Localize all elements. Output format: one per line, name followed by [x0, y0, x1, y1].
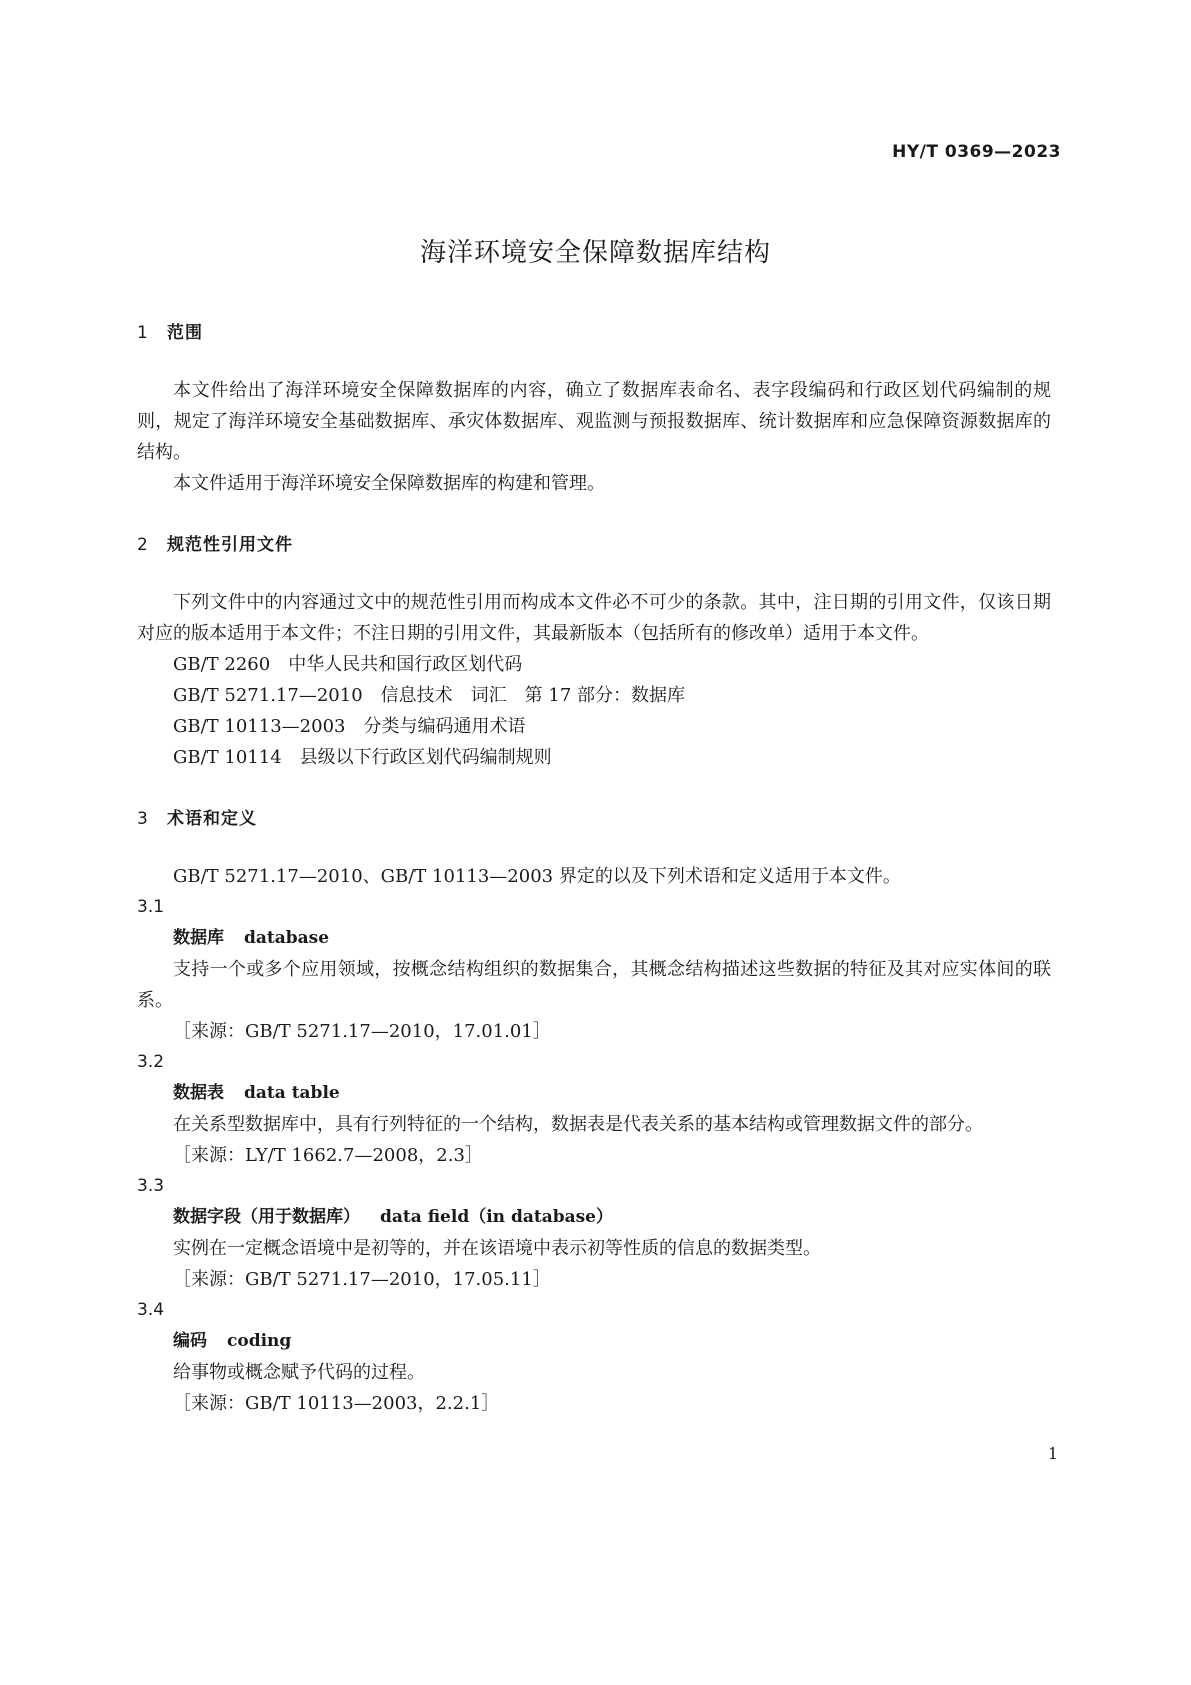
section-number: 3 [137, 809, 149, 829]
reference-item: GB/T 10113—2003 分类与编码通用术语 [173, 716, 526, 737]
section-number: 2 [137, 535, 149, 555]
term-name-en: database [244, 928, 330, 948]
term-source: ［来源：GB/T 5271.17—2010，17.05.11］ [173, 1269, 551, 1290]
section-title: 规范性引用文件 [167, 535, 293, 555]
term-name [137, 1326, 1051, 1357]
section-number: 1 [137, 323, 149, 343]
section-heading-terms [137, 804, 1051, 835]
reference-item: GB/T 10114 县级以下行政区划代码编制规则 [173, 747, 552, 768]
term-definition: 在关系型数据库中，具有行列特征的一个结构，数据表是代表关系的基本结构或管理数据文件的部分。 [173, 1114, 983, 1135]
term-definition: 给事物或概念赋予代码的过程。 [173, 1362, 425, 1383]
term-name-en: data table [244, 1083, 340, 1103]
paragraph: 下列文件中的内容通过文中的规范性引用而构成本文件必不可少的条款。其中，注日期的引用文件，仅该日期对应的版本适用于本文件；不注日期的引用文件，其最新版本（包括所有的修改单）适用于本文件。 [137, 592, 1051, 644]
paragraph: GB/T 5271.17—2010、GB/T 10113—2003 界定的以及下列术语和定义适用于本文件。 [173, 866, 901, 887]
term-name-en: data field（in database） [380, 1207, 614, 1227]
term-source: ［来源：LY/T 1662.7—2008，2.3］ [173, 1145, 483, 1166]
term-name [137, 1202, 1051, 1233]
section-title: 术语和定义 [167, 809, 257, 829]
term-name-en: coding [227, 1331, 292, 1351]
term-number: 3.3 [137, 1176, 165, 1196]
term-name-zh: 编码 [173, 1331, 207, 1351]
term-name-zh: 数据库 [173, 928, 224, 948]
term-number: 3.4 [137, 1300, 165, 1320]
section-heading-normative-references [137, 530, 1051, 561]
standard-code: HY/T 0369—2023 [892, 142, 1061, 162]
term-name-zh: 数据字段（用于数据库） [173, 1207, 360, 1227]
term-number: 3.1 [137, 897, 165, 917]
page-number: 1 [1047, 1444, 1058, 1463]
section-heading-scope [137, 318, 1051, 349]
paragraph: 本文件给出了海洋环境安全保障数据库的内容，确立了数据库表命名、表字段编码和行政区划代码编制的规则，规定了海洋环境安全基础数据库、承灾体数据库、观监测与预报数据库、统计数据库和应急保障资源数据库的结构。 [137, 380, 1051, 463]
document-body [137, 318, 1051, 1419]
term-source: ［来源：GB/T 5271.17—2010，17.01.01］ [173, 1021, 551, 1042]
term-number: 3.2 [137, 1052, 165, 1072]
term-definition: 支持一个或多个应用领域，按概念结构组织的数据集合，其概念结构描述这些数据的特征及其对应实体间的联系。 [137, 959, 1051, 1011]
term-source: ［来源：GB/T 10113—2003，2.2.1］ [173, 1393, 500, 1414]
section-title: 范围 [167, 323, 203, 343]
term-name [137, 1078, 1051, 1109]
term-name-zh: 数据表 [173, 1083, 224, 1103]
document-title: 海洋环境安全保障数据库结构 [419, 238, 771, 268]
term-definition: 实例在一定概念语境中是初等的，并在该语境中表示初等性质的信息的数据类型。 [173, 1238, 821, 1259]
reference-item: GB/T 5271.17—2010 信息技术 词汇 第 17 部分：数据库 [173, 685, 685, 706]
reference-item: GB/T 2260 中华人民共和国行政区划代码 [173, 654, 523, 675]
term-name [137, 923, 1051, 954]
paragraph: 本文件适用于海洋环境安全保障数据库的构建和管理。 [173, 473, 605, 494]
